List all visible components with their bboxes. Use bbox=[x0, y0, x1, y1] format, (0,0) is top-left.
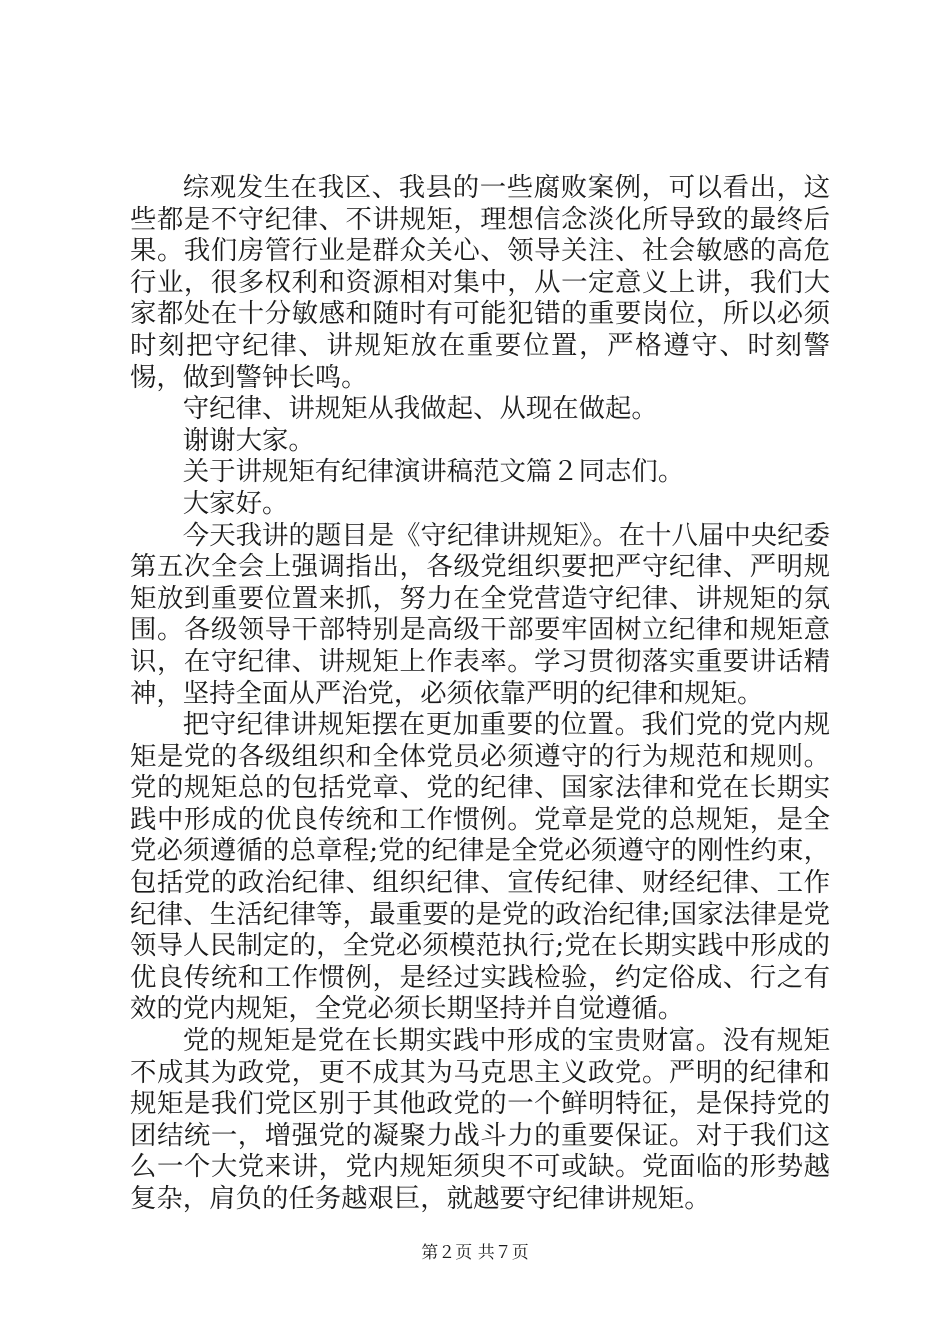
paragraph-6: 今天我讲的题目是《守纪律讲规矩》。在十八届中央纪委第五次全会上强调指出，各级党组织要把严守纪律、严明规矩放到重要位置来抓，努力在全党营造守纪律、讲规矩的氛围。各级领导干部特别是高级干部要牢固树立纪律和规矩意识，在守纪律、讲规矩上作表率。学习贯彻落实重要讲话精神，坚持全面从严治党，必须依靠严明的纪律和规矩。 bbox=[130, 519, 830, 709]
page-number-footer: 第２页 共７页 bbox=[421, 1243, 529, 1263]
paragraph-1: 综观发生在我区、我县的一些腐败案例，可以看出，这些都是不守纪律、不讲规矩，理想信念淡化所导致的最终后果。我们房管行业是群众关心、领导关注、社会敏感的高危行业，很多权利和资源相对集中，从一定意义上讲，我们大家都处在十分敏感和随时有可能犯错的重要岗位，所以必须时刻把守纪律、讲规矩放在重要位置，严格遵守、时刻警惕，做到警钟长鸣。 bbox=[130, 172, 830, 393]
paragraph-4: 关于讲规矩有纪律演讲稿范文篇２同志们。 bbox=[182, 456, 685, 488]
paragraph-3: 谢谢大家。 bbox=[182, 424, 315, 456]
paragraph-2: 守纪律、讲规矩从我做起、从现在做起。 bbox=[182, 393, 658, 425]
paragraph-8: 党的规矩是党在长期实践中形成的宝贵财富。没有规矩不成其为政党，更不成其为马克思主义政党。严明的纪律和规矩是我们党区别于其他政党的一个鲜明特征，是保持党的团结统一，增强党的凝聚力战斗力的重要保证。对于我们这么一个大党来讲，党内规矩须臾不可或缺。党面临的形势越复杂，肩负的任务越艰巨，就越要守纪律讲规矩。 bbox=[130, 1025, 830, 1214]
paragraph-5: 大家好。 bbox=[182, 487, 289, 519]
document-body bbox=[130, 172, 830, 1215]
paragraph-7: 把守纪律讲规矩摆在更加重要的位置。我们党的党内规矩是党的各级组织和全体党员必须遵守的行为规范和规则。党的规矩总的包括党章、党的纪律、国家法律和党在长期实践中形成的优良传统和工作惯例。党章是党的总规矩，是全党必须遵循的总章程;党的纪律是全党必须遵守的刚性约束，包括党的政治纪律、组织纪律、宣传纪律、财经纪律、工作纪律、生活纪律等，最重要的是党的政治纪律;国家法律是党领导人民制定的，全党必须模范执行;党在长期实践中形成的优良传统和工作惯例，是经过实践检验，约定俗成、行之有效的党内规矩，全党必须长期坚持并自觉遵循。 bbox=[130, 709, 830, 1025]
